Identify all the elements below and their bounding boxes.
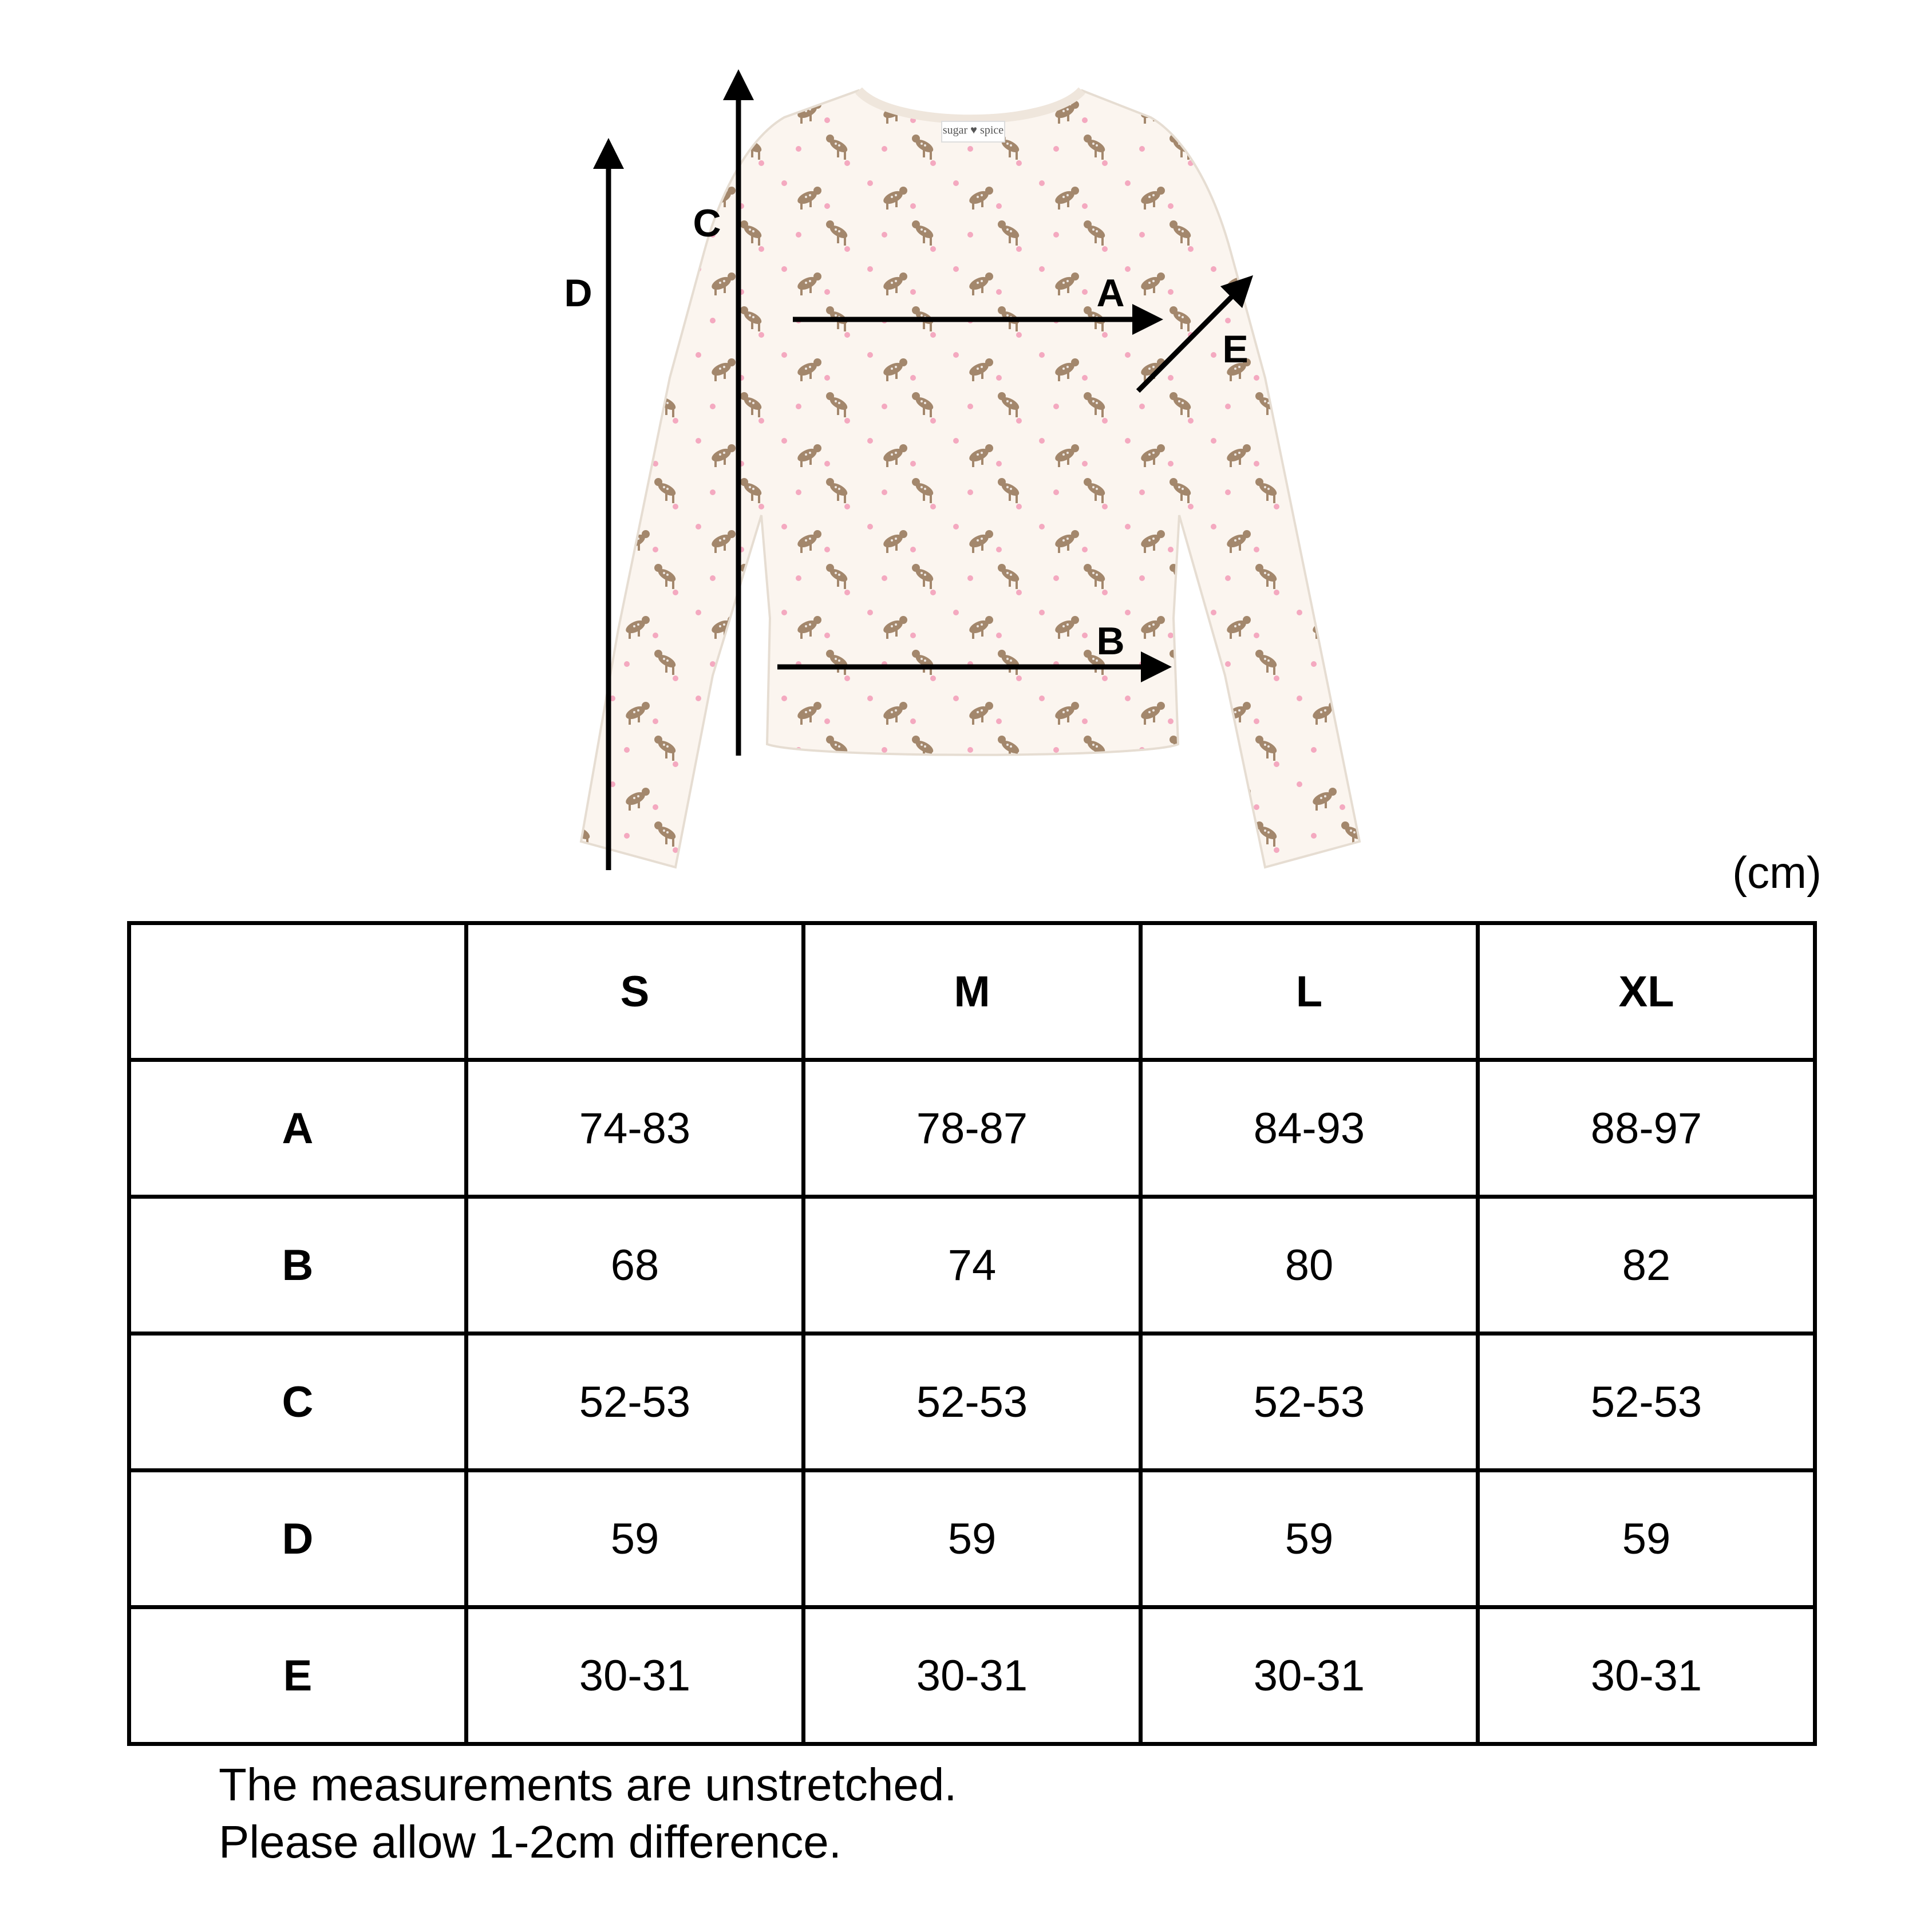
table-cell: 30-31 — [1141, 1607, 1478, 1744]
table-cell: 88-97 — [1478, 1060, 1815, 1197]
table-cell: 59 — [1141, 1471, 1478, 1607]
table-cell: 59 — [467, 1471, 804, 1607]
dimension-d-label: D — [564, 271, 592, 315]
table-cell: 68 — [467, 1197, 804, 1334]
dimension-c-label: C — [693, 202, 721, 245]
table-row — [129, 1334, 1815, 1471]
table-row — [129, 1197, 1815, 1334]
table-row — [129, 1060, 1815, 1197]
table-cell: 59 — [1478, 1471, 1815, 1607]
table-cell: 52-53 — [1141, 1334, 1478, 1471]
table-cell: 74 — [804, 1197, 1141, 1334]
size-chart-table — [127, 921, 1817, 1746]
row-key: D — [129, 1471, 467, 1607]
table-cell: 52-53 — [1478, 1334, 1815, 1471]
dimension-a-label: A — [1096, 271, 1125, 315]
header-cell-m: M — [804, 923, 1141, 1060]
table-cell: 52-53 — [804, 1334, 1141, 1471]
row-key: B — [129, 1197, 467, 1334]
table-cell: 78-87 — [804, 1060, 1141, 1197]
measurement-note — [219, 1756, 957, 1871]
table-cell: 59 — [804, 1471, 1141, 1607]
garment-illustration — [0, 0, 1932, 898]
row-key: C — [129, 1334, 467, 1471]
header-cell-xl: XL — [1478, 923, 1815, 1060]
note-line: The measurements are unstretched. — [219, 1759, 957, 1810]
header-cell-l: L — [1141, 923, 1478, 1060]
table-cell: 74-83 — [467, 1060, 804, 1197]
table-cell: 30-31 — [467, 1607, 804, 1744]
table-cell: 84-93 — [1141, 1060, 1478, 1197]
table-header-row — [129, 923, 1815, 1060]
header-cell — [129, 923, 467, 1060]
table-cell: 30-31 — [1478, 1607, 1815, 1744]
dimension-b-label: B — [1096, 619, 1125, 663]
table-cell: 52-53 — [467, 1334, 804, 1471]
table-row — [129, 1607, 1815, 1744]
row-key: A — [129, 1060, 467, 1197]
table-row — [129, 1471, 1815, 1607]
brand-label: sugar ♥ spice — [942, 124, 1004, 137]
header-cell-s: S — [467, 923, 804, 1060]
table-cell: 80 — [1141, 1197, 1478, 1334]
dimension-e-label: E — [1222, 327, 1249, 371]
table-cell: 82 — [1478, 1197, 1815, 1334]
unit-label: (cm) — [1732, 847, 1822, 898]
row-key: E — [129, 1607, 467, 1744]
table-cell: 30-31 — [804, 1607, 1141, 1744]
note-line: Please allow 1-2cm difference. — [219, 1816, 841, 1867]
